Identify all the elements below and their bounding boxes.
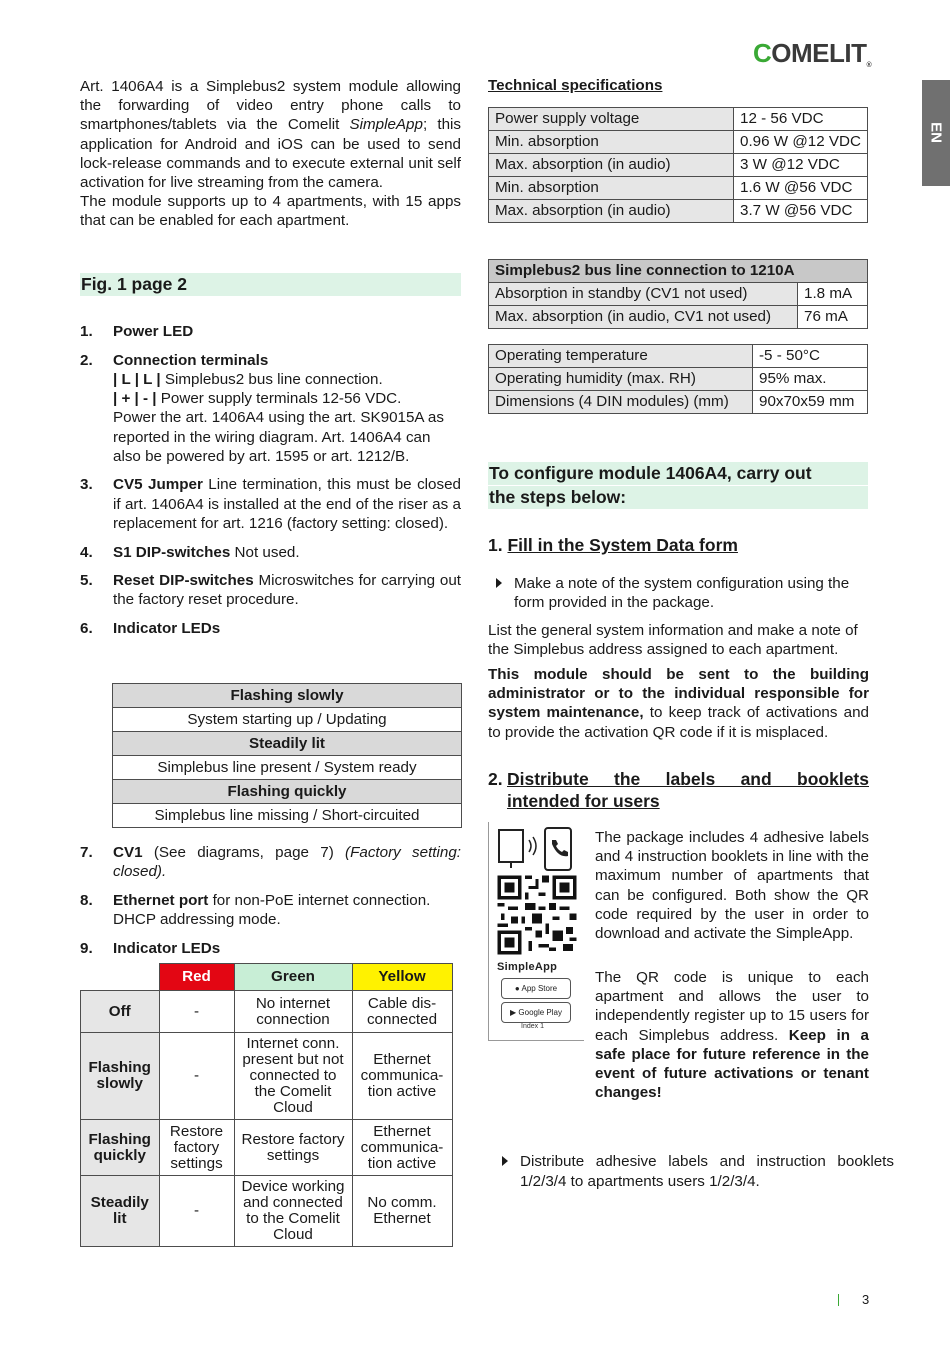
bullet-arrow-icon (502, 1156, 508, 1166)
list-item: 9. Indicator LEDs (80, 939, 221, 957)
col-red: Red (159, 964, 234, 991)
spec-value: 90x70x59 mm (753, 391, 868, 414)
led-state-header: Steadily lit (113, 732, 462, 756)
label-index: Index 1 (521, 1023, 544, 1030)
app-store-badge: ● App Store (501, 978, 571, 999)
list-item: 6. Indicator LEDs (80, 620, 221, 638)
list-item: 2. Connection terminals | L | L | Simplebus2 bus line connection. | + | - | Power supply terminals 12-56 VDC. Power the art. 1406A4 using the art. SK9015A as reported in the wiring diagram. Art. 1406A4 can also be powered by art. 1595 or art. 1212/B. (80, 351, 444, 465)
spec-key: Max. absorption (in audio, CV1 not used) (489, 306, 798, 329)
play-icon: ▶ (510, 1008, 517, 1017)
spec-value: 3.7 W @56 VDC (734, 200, 868, 223)
step-1-paragraph: List the general system information and make a note of the Simplebus address assigned to each apartment. (488, 622, 858, 659)
cell-green: Internet conn. present but not connected to the Comelit Cloud (234, 1033, 352, 1120)
indicator-led-table (80, 963, 453, 1247)
component-list (80, 322, 461, 648)
spec-key: Min. absorption (489, 177, 734, 200)
led-state-desc: Simplebus line present / System ready (113, 756, 462, 780)
spec-value: 95% max. (753, 368, 868, 391)
table-row (489, 283, 868, 306)
bullet-arrow-icon (496, 578, 502, 588)
led-state-desc: System starting up / Updating (113, 708, 462, 732)
spec-table-bus (488, 259, 868, 329)
step-2-paragraph-1: The package includes 4 adhesive labels and 4 instruction booklets in line with the maximum number of apartments that can be configured. Both show the QR code required by the user in order to download and activate the SimpleApp. (595, 829, 869, 943)
led-state-table (112, 683, 462, 828)
step-1-bullet: Make a note of the system configuration using the form provided in the package. (488, 574, 868, 612)
spec-key: Max. absorption (in audio) (489, 200, 734, 223)
intro-paragraph-1: Art. 1406A4 is a Simplebus2 system module allowing the forwarding of video entry phone calls to smartphones/tablets via the Comelit SimpleApp; this application for Android and iOS can be used to send lock-release commands and to execute external unit self activation for live streaming from the camera. (80, 78, 461, 192)
cell-yellow: No comm. Ethernet (352, 1176, 452, 1247)
row-state: Flashing slowly (81, 1033, 160, 1120)
spec-value: 1.6 W @56 VDC (734, 177, 868, 200)
spec-key: Operating temperature (489, 345, 753, 368)
cell-red: - (159, 1033, 234, 1120)
table-row (489, 391, 868, 414)
spec-value: 1.8 mA (798, 283, 868, 306)
led-state-desc: Simplebus line missing / Short-circuited (113, 804, 462, 828)
spec-value: -5 - 50°C (753, 345, 868, 368)
table-row (489, 108, 868, 131)
cell-red: - (159, 991, 234, 1033)
config-heading (488, 462, 868, 509)
table-row (81, 1120, 453, 1176)
spec-key: Operating humidity (max. RH) (489, 368, 753, 391)
component-list-continued (80, 843, 461, 968)
list-item: 7. CV1 (See diagrams, page 7) (Factory setting: closed). (80, 844, 461, 881)
spec-value: 3 W @12 VDC (734, 154, 868, 177)
table-row (81, 1033, 453, 1120)
page-divider (838, 1294, 839, 1306)
led-state-header: Flashing quickly (113, 780, 462, 804)
fig-heading: Fig. 1 page 2 (80, 273, 461, 296)
table-row (489, 154, 868, 177)
cell-red: - (159, 1176, 234, 1247)
apple-icon: ● (514, 984, 520, 993)
row-state: Flashing quickly (81, 1120, 160, 1176)
intro-paragraph-2: The module supports up to 4 apartments, with 15 apps that can be enabled for each apartment. (80, 193, 461, 230)
spec-key: Min. absorption (489, 131, 734, 154)
cell-yellow: Ethernet communica-tion active (352, 1033, 452, 1120)
qr-code-icon (494, 872, 580, 958)
col-green: Green (234, 964, 352, 991)
spec-value: 0.96 W @12 VDC (734, 131, 868, 154)
cell-yellow: Cable dis-connected (352, 991, 452, 1033)
page-number: 3 (862, 1292, 870, 1307)
step-2-heading: 2. Distribute the labels and booklets intended for users (488, 769, 869, 811)
table-row (489, 177, 868, 200)
qr-label-illustration (488, 822, 584, 1041)
table-row (489, 200, 868, 223)
table-row (81, 991, 453, 1033)
google-play-badge: ▶ Google Play (501, 1002, 571, 1023)
spec-table-power (488, 107, 868, 223)
spec-key: Max. absorption (in audio) (489, 154, 734, 177)
spec-value: 76 mA (798, 306, 868, 329)
list-item: 5. Reset DIP-switches Microswitches for carrying out the factory reset procedure. (80, 572, 461, 609)
cell-green: No internet connection (234, 991, 352, 1033)
list-item: 3. CV5 Jumper Line termination, this must be closed if art. 1406A4 is installed at the end of the riser as a replacement for art. 1216 (factory setting: closed). (80, 476, 461, 532)
language-tab (922, 80, 950, 186)
intro-text (80, 77, 461, 231)
cell-red: Restore factory settings (159, 1120, 234, 1176)
tech-specs-title: Technical specifications (488, 77, 663, 94)
table-row (489, 368, 868, 391)
step-1-note: This module should be sent to the building administrator or to the individual responsible for system maintenance, to keep track of activations and to provide the activation QR code if it is misplaced. (488, 666, 869, 741)
row-state: Off (81, 991, 160, 1033)
table-row (489, 306, 868, 329)
step-1-heading: 1. Fill in the System Data form (488, 535, 738, 555)
spec-table-header: Simplebus2 bus line connection to 1210A (489, 260, 868, 283)
config-heading-line: To configure module 1406A4, carry out (488, 462, 868, 485)
spec-key: Dimensions (4 DIN modules) (mm) (489, 391, 753, 414)
spec-table-environment (488, 344, 868, 414)
cell-yellow: Ethernet communica-tion active (352, 1120, 452, 1176)
cell-green: Restore factory settings (234, 1120, 352, 1176)
spec-key: Power supply voltage (489, 108, 734, 131)
simpleapp-label: SimpleApp (497, 961, 558, 973)
comelit-logo: COMELIT® (753, 38, 872, 69)
table-row (489, 131, 868, 154)
led-state-header: Flashing slowly (113, 684, 462, 708)
step-2-paragraph-2: The QR code is unique to each apartment and allows the user to independently register up to 15 users for each Simplebus address. Keep in a safe place for future reference in the event of future activations or tenant changes! (595, 969, 869, 1102)
config-heading-line: the steps below: (488, 486, 868, 509)
spec-key: Absorption in standby (CV1 not used) (489, 283, 798, 306)
spec-value: 12 - 56 VDC (734, 108, 868, 131)
col-yellow: Yellow (352, 964, 452, 991)
list-item: 8. Ethernet port for non-PoE internet connection. DHCP addressing mode. (80, 891, 431, 929)
table-row (81, 1176, 453, 1247)
list-item: 4. S1 DIP-switches Not used. (80, 543, 300, 561)
cell-green: Device working and connected to the Comelit Cloud (234, 1176, 352, 1247)
step-2-bullet: Distribute adhesive labels and instruction booklets 1/2/3/4 to apartments users 1/2/3/4. (494, 1152, 894, 1190)
row-state: Steadily lit (81, 1176, 160, 1247)
language-tab-label: EN (927, 122, 945, 143)
list-item: 1. Power LED (80, 323, 194, 340)
table-row (489, 345, 868, 368)
